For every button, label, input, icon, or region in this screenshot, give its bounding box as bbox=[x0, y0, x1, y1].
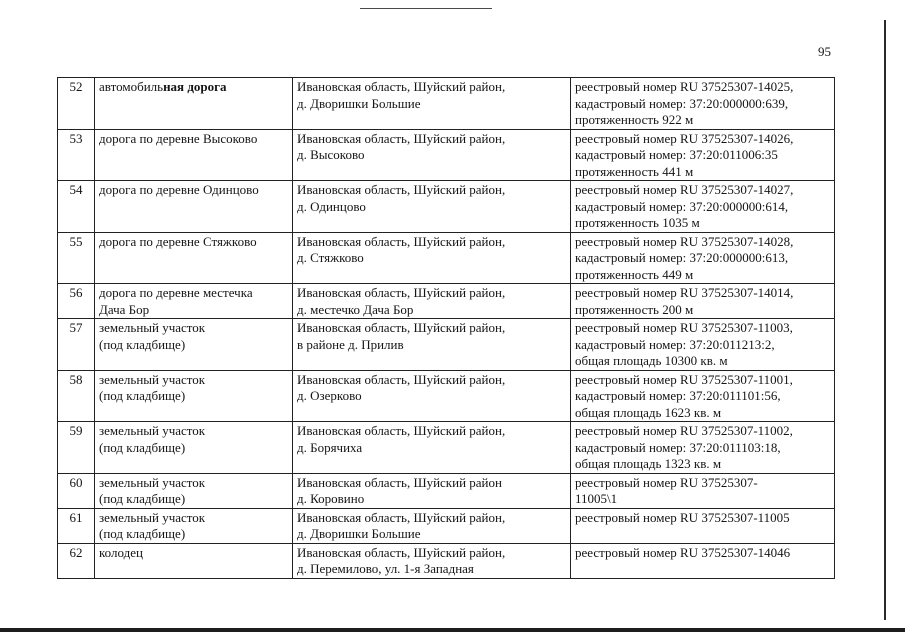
registry-info-line: реестровый номер RU 37525307-11002, bbox=[575, 423, 793, 438]
address-line: д. местечко Дача Бор bbox=[297, 301, 414, 317]
object-name-cell bbox=[95, 319, 293, 371]
object-name-cell bbox=[95, 78, 293, 130]
table-row bbox=[58, 78, 835, 130]
registry-info-line: протяженность 1035 м bbox=[575, 215, 700, 230]
registry-info-cell bbox=[571, 319, 835, 371]
table-body bbox=[58, 78, 835, 579]
bold-text-fragment: ная дорога bbox=[163, 79, 227, 94]
object-name-line: земельный участок bbox=[99, 474, 206, 490]
address-line: Ивановская область, Шуйский район, bbox=[297, 320, 506, 335]
row-number: 52 bbox=[58, 78, 95, 130]
registry-info-line: кадастровый номер: 37:20:011213:2, bbox=[575, 336, 775, 352]
registry-info-line: реестровый номер RU 37525307-11001, bbox=[575, 371, 793, 387]
property-registry-table bbox=[57, 77, 835, 579]
registry-info-line: кадастровый номер: 37:20:011101:56, bbox=[575, 388, 781, 403]
address-line: д. Стяжково bbox=[297, 250, 364, 265]
address-cell bbox=[293, 422, 571, 474]
table-row bbox=[58, 284, 835, 319]
registry-info-line: реестровый номер RU 37525307-11005 bbox=[575, 509, 790, 525]
scan-edge-bottom bbox=[0, 628, 905, 632]
row-number: 62 bbox=[58, 543, 95, 578]
address-cell bbox=[293, 319, 571, 371]
address-line: Ивановская область, Шуйский район, bbox=[297, 371, 506, 387]
object-name-line: (под кладбище) bbox=[99, 491, 186, 506]
object-name-cell bbox=[95, 181, 293, 233]
object-name-line: земельный участок bbox=[99, 371, 206, 387]
registry-info-cell bbox=[571, 129, 835, 181]
object-name-line: (под кладбище) bbox=[99, 336, 186, 352]
registry-info-line: протяженность 922 м bbox=[575, 112, 694, 127]
registry-info-cell bbox=[571, 508, 835, 543]
registry-info-line: реестровый номер RU 37525307-14026, bbox=[575, 130, 794, 146]
row-number: 54 bbox=[58, 181, 95, 233]
address-line: Ивановская область, Шуйский район, bbox=[297, 233, 506, 249]
address-line: в районе д. Прилив bbox=[297, 336, 404, 352]
address-line: д. Дворишки Большие bbox=[297, 526, 421, 541]
row-number: 55 bbox=[58, 232, 95, 284]
table-row bbox=[58, 181, 835, 233]
object-name-cell bbox=[95, 129, 293, 181]
address-line: д. Высоково bbox=[297, 147, 365, 162]
table-row bbox=[58, 129, 835, 181]
object-name-cell bbox=[95, 370, 293, 422]
registry-info-line: кадастровый номер: 37:20:000000:614, bbox=[575, 198, 789, 214]
page-number: 95 bbox=[818, 44, 831, 59]
address-line: д. Борячиха bbox=[297, 439, 363, 455]
registry-info-cell bbox=[571, 232, 835, 284]
row-number: 61 bbox=[58, 508, 95, 543]
object-name-line: дорога по деревне местечка bbox=[99, 285, 253, 300]
address-line: Ивановская область, Шуйский район bbox=[297, 474, 502, 490]
address-cell bbox=[293, 473, 571, 508]
address-line: д. Одинцово bbox=[297, 198, 366, 214]
registry-info-cell bbox=[571, 543, 835, 578]
address-line: Ивановская область, Шуйский район, bbox=[297, 285, 506, 300]
object-name-line: дорога по деревне Одинцово bbox=[99, 182, 259, 197]
object-name-line: (под кладбище) bbox=[99, 526, 186, 541]
address-line: д. Дворишки Большие bbox=[297, 95, 421, 111]
object-name-line: земельный участок bbox=[99, 509, 206, 525]
object-name-cell bbox=[95, 232, 293, 284]
object-name-line: (под кладбище) bbox=[99, 439, 186, 455]
address-cell bbox=[293, 129, 571, 181]
address-line: Ивановская область, Шуйский район, bbox=[297, 182, 506, 197]
address-line: Ивановская область, Шуйский район, bbox=[297, 509, 506, 525]
address-cell bbox=[293, 284, 571, 319]
registry-info-line: реестровый номер RU 37525307-14046 bbox=[575, 544, 791, 560]
registry-info-cell bbox=[571, 422, 835, 474]
address-cell bbox=[293, 543, 571, 578]
top-divider-line bbox=[360, 8, 492, 9]
registry-info-line: реестровый номер RU 37525307-14028, bbox=[575, 233, 794, 249]
registry-info-line: реестровый номер RU 37525307-11003, bbox=[575, 320, 793, 335]
address-line: Ивановская область, Шуйский район, bbox=[297, 79, 506, 94]
registry-info-line: реестровый номер RU 37525307-14014, bbox=[575, 285, 794, 300]
registry-info-line: общая площадь 1323 кв. м bbox=[575, 456, 722, 471]
table-row bbox=[58, 508, 835, 543]
registry-info-cell bbox=[571, 181, 835, 233]
object-name-line: Дача Бор bbox=[99, 301, 150, 317]
table-row bbox=[58, 422, 835, 474]
address-cell bbox=[293, 181, 571, 233]
address-line: д. Озерково bbox=[297, 388, 362, 403]
address-line: д. Перемилово, ул. 1-я Западная bbox=[297, 561, 474, 576]
object-name-cell bbox=[95, 473, 293, 508]
row-number: 53 bbox=[58, 129, 95, 181]
row-number: 57 bbox=[58, 319, 95, 371]
object-name-line: дорога по деревне Высоково bbox=[99, 130, 258, 146]
address-cell bbox=[293, 78, 571, 130]
object-name-cell bbox=[95, 508, 293, 543]
registry-info-line: общая площадь 1623 кв. м bbox=[575, 404, 722, 420]
registry-info-cell bbox=[571, 284, 835, 319]
object-name-line: дорога по деревне Стяжково bbox=[99, 233, 257, 249]
registry-info-cell bbox=[571, 370, 835, 422]
registry-info-line: протяженность 441 м bbox=[575, 163, 694, 179]
object-name-line: автомобильная дорога bbox=[99, 79, 227, 94]
registry-info-line: реестровый номер RU 37525307-14027, bbox=[575, 182, 794, 197]
table-row bbox=[58, 319, 835, 371]
registry-info-line: протяженность 200 м bbox=[575, 301, 694, 317]
address-cell bbox=[293, 232, 571, 284]
table-row bbox=[58, 232, 835, 284]
table-row bbox=[58, 473, 835, 508]
registry-info-line: кадастровый номер: 37:20:000000:639, bbox=[575, 95, 789, 111]
object-name-line: колодец bbox=[99, 544, 143, 560]
object-name-cell bbox=[95, 422, 293, 474]
registry-info-line: реестровый номер RU 37525307- bbox=[575, 474, 758, 490]
registry-info-line: кадастровый номер: 37:20:000000:613, bbox=[575, 250, 789, 265]
address-line: Ивановская область, Шуйский район, bbox=[297, 544, 506, 560]
registry-info-line: кадастровый номер: 37:20:011006:35 bbox=[575, 147, 778, 162]
object-name-line: земельный участок bbox=[99, 423, 206, 438]
row-number: 60 bbox=[58, 473, 95, 508]
registry-info-cell bbox=[571, 78, 835, 130]
row-number: 56 bbox=[58, 284, 95, 319]
row-number: 58 bbox=[58, 370, 95, 422]
registry-info-line: 11005\1 bbox=[575, 491, 618, 506]
address-cell bbox=[293, 370, 571, 422]
scan-edge-right bbox=[884, 20, 886, 620]
object-name-cell bbox=[95, 543, 293, 578]
registry-info-cell bbox=[571, 473, 835, 508]
address-line: Ивановская область, Шуйский район, bbox=[297, 423, 506, 438]
table-row bbox=[58, 543, 835, 578]
object-name-line: земельный участок bbox=[99, 320, 206, 335]
registry-info-line: реестровый номер RU 37525307-14025, bbox=[575, 79, 794, 94]
object-name-line: (под кладбище) bbox=[99, 388, 186, 403]
row-number: 59 bbox=[58, 422, 95, 474]
table-row bbox=[58, 370, 835, 422]
object-name-cell bbox=[95, 284, 293, 319]
registry-info-line: кадастровый номер: 37:20:011103:18, bbox=[575, 439, 781, 455]
registry-info-line: общая площадь 10300 кв. м bbox=[575, 353, 728, 368]
registry-info-line: протяженность 449 м bbox=[575, 266, 694, 282]
address-line: д. Коровино bbox=[297, 491, 365, 506]
address-line: Ивановская область, Шуйский район, bbox=[297, 130, 506, 146]
address-cell bbox=[293, 508, 571, 543]
